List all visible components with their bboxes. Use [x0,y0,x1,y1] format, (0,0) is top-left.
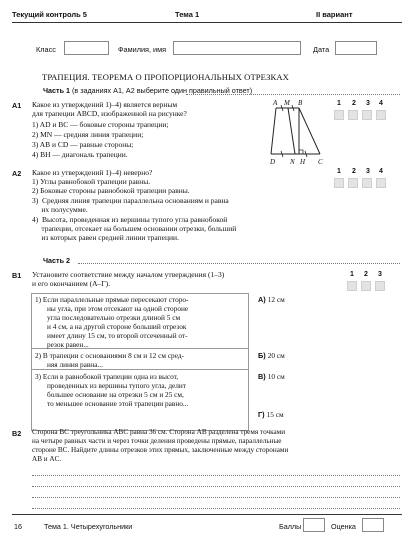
b1-item-1-line-5: имеет длину 15 см, то второй отсеченный от- [47,331,188,340]
a2-option-4a: 4) Высота, проведенная из вершины тупого угла равнобокой [32,215,228,224]
b1-question-1: Установите соответствие между началом утверждения (1–3) [32,270,225,279]
topic-label: Тема 1 [175,10,200,19]
grade-label: Оценка [331,522,356,531]
score-field[interactable] [303,518,325,532]
date-label: Дата [313,45,330,54]
b1-item-1-line-3: угла последовательно отрезки длиной 5 см [47,313,181,322]
a2-option-3a: 3) Средняя линия трапеции параллельна основаниям и равна [32,196,229,205]
a1-option-3: 3) AB и CD — равные стороны; [32,140,134,149]
b2-number: В2 [12,429,22,438]
b1-answer-d [258,410,284,419]
footer-rule [12,514,402,515]
header-rule [12,22,402,23]
b1-answer-d-value: 15 см [266,410,284,419]
a2-option-4b: трапеции, отсекает на большем основании отрезки, больший [32,224,237,233]
b2-answer-line-2[interactable] [32,486,400,487]
b1-answer-a [258,295,285,304]
figure-label-N: N [290,158,295,166]
class-label: Класс [36,45,56,54]
variant-label: II вариант [316,10,353,19]
b1-answer-box-1[interactable] [347,281,357,291]
a1-answer-num-4: 4 [379,100,383,107]
b1-item-1-line-6: резок равен... [47,340,89,349]
a2-option-3b: их полусумме. [32,205,88,214]
name-label: Фамилия, имя [118,45,167,54]
b1-answer-b [258,351,285,360]
a1-answer-box-3[interactable] [362,110,372,120]
b1-answer-c-value: 10 см [267,372,285,381]
date-field[interactable] [335,41,377,55]
page-title: ТРАПЕЦИЯ. ТЕОРЕМА О ПРОПОРЦИОНАЛЬНЫХ ОТРЕЗКАХ [42,72,289,82]
b1-item-2-line-2: няя линия равна... [47,360,103,369]
b1-answer-a-value: 12 см [267,295,285,304]
control-label: Текущий контроль 5 [12,10,87,19]
a1-option-2: 2) MN — средняя линия трапеции; [32,130,144,139]
part2-rule [78,263,400,264]
page-number: 16 [14,522,22,531]
a1-answer-box-1[interactable] [334,110,344,120]
trapezoid-figure [266,100,332,166]
a1-question-1: Какое из утверждений 1)–4) является верным [32,100,178,109]
a2-option-1: 1) Углы равнобокой трапеции равны. [32,177,151,186]
figure-label-D: D [270,158,276,166]
b2-answer-line-1[interactable] [32,475,400,476]
b1-item-1-line-1: 1) Если параллельные прямые пересекают сторо- [35,295,189,304]
score-label: Баллы [279,522,302,531]
b1-item-1-line-2: ны угла, при этом отсекают на одной стороне [47,304,189,313]
b1-answer-num-1: 1 [350,271,354,278]
class-field[interactable] [64,41,109,55]
a2-answer-box-1[interactable] [334,178,344,188]
b1-answer-b-key: Б) [258,351,266,360]
b2-answer-line-4[interactable] [32,508,400,509]
b1-item-3-line-1: 3) Если в равнобокой трапеции одна из высот, [35,372,179,381]
a1-answer-num-2: 2 [352,100,356,107]
a2-answer-box-3[interactable] [362,178,372,188]
b1-answer-box-2[interactable] [361,281,371,291]
b1-item-3-line-3: большее основание на отрезки 5 см и 25 см, [47,390,184,399]
a1-question-2: для трапеции ABCD, изображенной на рисунке? [32,109,187,118]
b1-item-2-line-1: 2) В трапеции с основаниями 8 см и 12 см сред- [35,351,184,360]
b1-item-3-line-2: проведенных из вершины тупого угла, делит [47,381,187,390]
b2-line-3: стороне BC. Найдите длины отрезков этих прямых, заключенные между сторонами [32,446,289,454]
b1-answer-b-value: 20 см [267,351,285,360]
part2-label: Часть 2 [43,256,70,265]
part1-rule [186,94,400,95]
b1-answer-num-3: 3 [378,271,382,278]
b1-answer-box-3[interactable] [375,281,385,291]
a2-answer-num-1: 1 [337,168,341,175]
b1-answer-d-key: Г) [258,410,265,419]
b2-line-1: Сторона BC треугольника ABC равна 36 см. Сторона AB разделена тремя точками [32,428,286,436]
b1-item-3-line-4: то меньшее основание этой трапеции равно... [47,399,189,408]
figure-label-H: H [300,158,306,166]
b1-question-2: и его окончанием (А–Г). [32,279,110,288]
b2-answer-line-3[interactable] [32,497,400,498]
name-field[interactable] [173,41,301,55]
a2-answer-num-3: 3 [366,168,370,175]
a2-option-4c: из которых равен средней линии трапеции. [32,233,179,242]
b1-answer-c [258,372,285,381]
b1-answer-c-key: В) [258,372,266,381]
a2-answer-box-4[interactable] [376,178,386,188]
b2-line-4: AB и AC. [32,455,62,463]
a2-answer-box-2[interactable] [348,178,358,188]
a1-option-1: 1) AD и BC — боковые стороны трапеции; [32,120,169,129]
figure-label-A: A [273,99,278,107]
a1-option-4: 4) BH — диагональ трапеции. [32,150,128,159]
part1-label: Часть 1 [43,86,70,95]
b2-line-2: на четыре равных части и через точки деления проведены прямые, параллельные [32,437,282,445]
a2-answer-num-4: 4 [379,168,383,175]
figure-label-M: M [284,99,290,107]
a2-option-2: 2) Боковые стороны равнобокой трапеции равны. [32,186,190,195]
figure-label-B: B [298,99,303,107]
a2-number: А2 [12,169,22,178]
a1-number: А1 [12,101,22,110]
part1-note: (в заданиях А1, А2 выберите один правильный ответ) [71,86,253,95]
a2-answer-num-2: 2 [352,168,356,175]
a1-answer-num-3: 3 [366,100,370,107]
b1-item-1-line-4: и 4 см, а на другой стороне больший отрезок [47,322,187,331]
a2-question: Какое из утверждений 1)–4) неверно? [32,168,153,177]
grade-field[interactable] [362,518,384,532]
b1-number: В1 [12,271,22,280]
a1-answer-box-2[interactable] [348,110,358,120]
a1-answer-num-1: 1 [337,100,341,107]
figure-label-C: C [318,158,323,166]
b1-answer-a-key: А) [258,295,266,304]
a1-answer-box-4[interactable] [376,110,386,120]
b1-answer-num-2: 2 [364,271,368,278]
chapter-label: Тема 1. Четырехугольники [44,522,133,531]
